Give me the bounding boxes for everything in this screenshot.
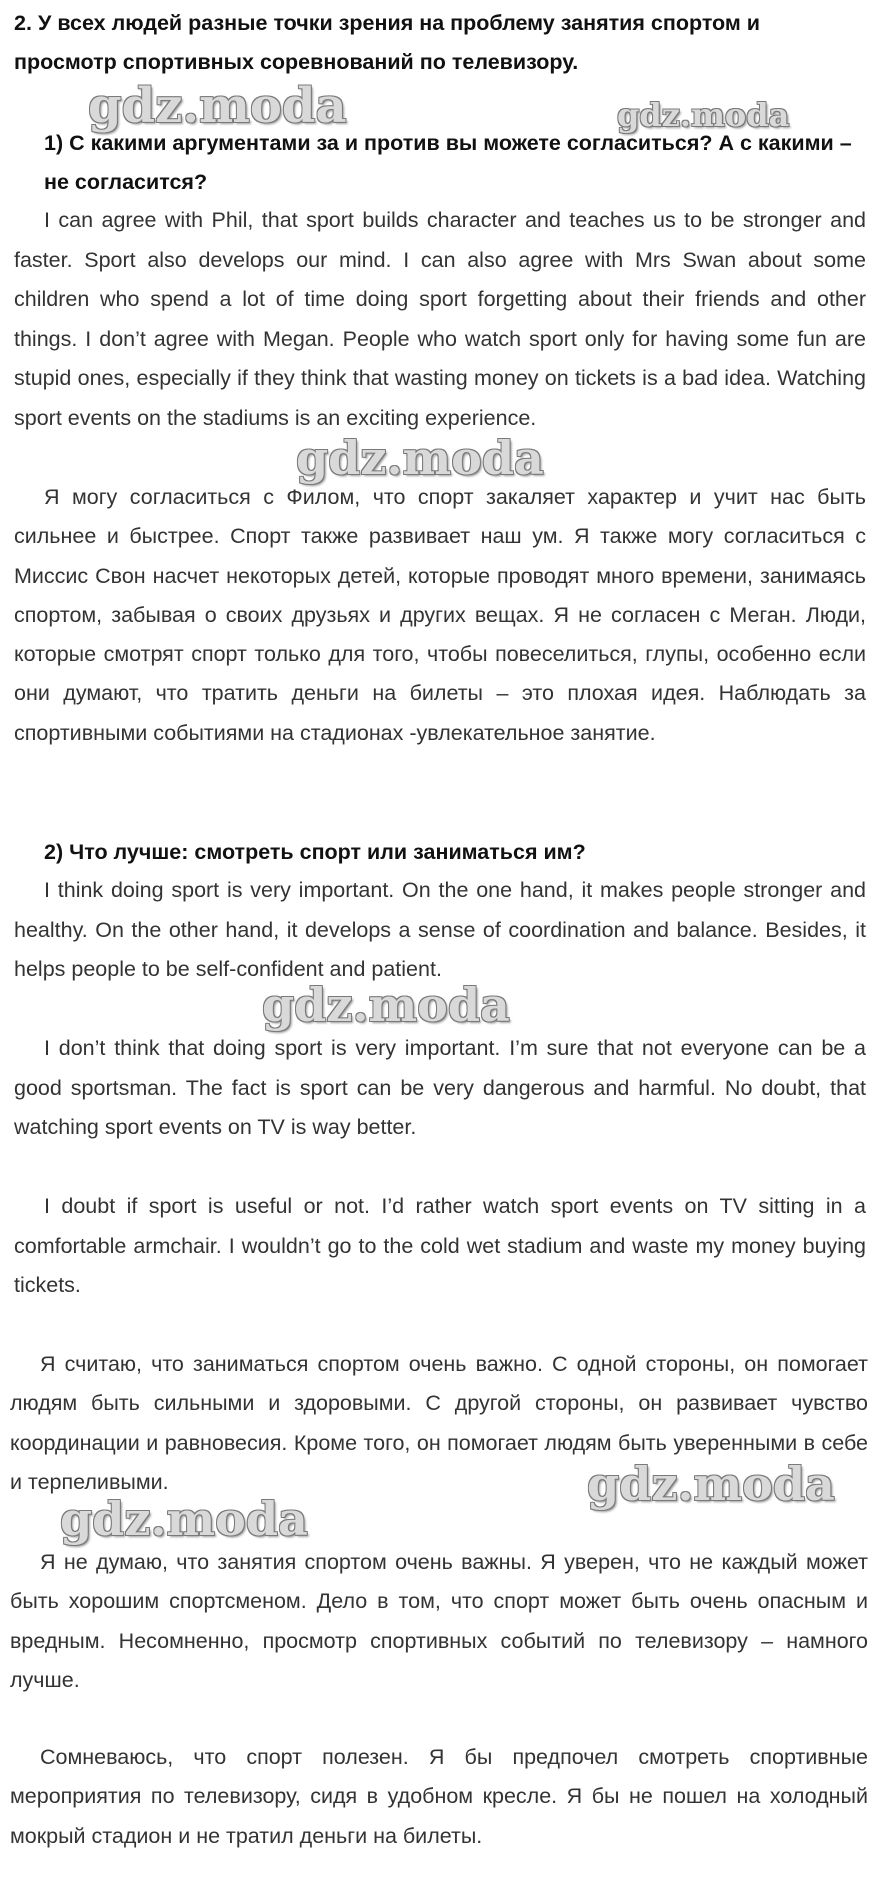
q1-english-answer: I can agree with Phil, that sport builds character and teaches us to be stronger and faster. Sport also develops our mind. I can also agree with Mrs Swan about some children who spend a lot of time doing sport forgetting about their friends and other things. I don’t agree with Megan. People who watch sport only for having some fun are stupid ones, especially if they think that wasting money on tickets is a bad idea. Watching sport events on the stadiums is an exciting experience. [14,208,866,430]
q2-english-answer-2: I don’t think that doing sport is very important. I’m sure that not everyone can be a good sportsman. The fact is sport can be very dangerous and harmful. No doubt, that watching sport events on TV is way better. [14,1036,866,1139]
q2-russian-translation-2: Я не думаю, что занятия спортом очень важны. Я уверен, что не каждый может быть хорошим спортсменом. Дело в том, что спорт может быть очень опасным и вредным. Несомненно, просмотр спортивных событий по телевизору – намного лучше. [10,1550,868,1692]
watermark: gdz.moda [60,1492,308,1546]
q2-russian-translation-3: Сомневаюсь, что спорт полезен. Я бы предпочел смотреть спортивные мероприятия по телевизору, сидя в удобном кресле. Я бы не пошел на холодный мокрый стадион и не тратил деньги на билеты. [10,1745,868,1848]
watermark: gdz.moda [296,431,544,485]
task-heading [14,4,866,82]
question-2-label: 2) Что лучше: смотреть спорт или заниматься им? [44,840,586,864]
q2-english-answer-3: I doubt if sport is useful or not. I’d rather watch sport events on TV sitting in a comfortable armchair. I wouldn’t go to the cold wet stadium and waste my money buying tickets. [14,1194,866,1297]
watermark: gdz.moda [617,96,790,134]
watermark: gdz.moda [587,1457,835,1511]
task-title: У всех людей разные точки зрения на проблему занятия спортом и просмотр спортивных соревнований по телевизору. [14,11,761,74]
question-1-label: 1) С какими аргументами за и против вы можете согласиться? А с какими – не согласится? [44,131,852,194]
watermark: gdz.moda [88,78,347,134]
watermark: gdz.moda [262,978,510,1032]
q2-english-answer-1: I think doing sport is very important. On the one hand, it makes people stronger and healthy. On the other hand, it develops a sense of coordination and balance. Besides, it helps people to be self-confident and patient. [14,878,866,981]
task-number: 2. [14,11,32,35]
q1-russian-translation: Я могу согласиться с Филом, что спорт закаляет характер и учит нас быть сильнее и быстрее. Спорт также развивает наш ум. Я также могу согласиться с Миссис Свон насчет некоторых детей, которые проводят много времени, занимаясь спортом, забывая о своих друзьях и других вещах. Я не согласен с Меган. Люди, которые смотрят спорт только для того, чтобы повеселиться, глупы, особенно если они думают, что тратить деньги на билеты – это плохая идея. Наблюдать за спортивными событиями на стадионах -увлекательное занятие. [14,485,866,745]
q2-russian-translation-1: Я считаю, что заниматься спортом очень важно. С одной стороны, он помогает людям быть сильными и здоровыми. С другой стороны, он развивает чувство координации и равновесия. Кроме того, он помогает людям быть уверенными в себе и терпеливыми. [10,1352,868,1494]
